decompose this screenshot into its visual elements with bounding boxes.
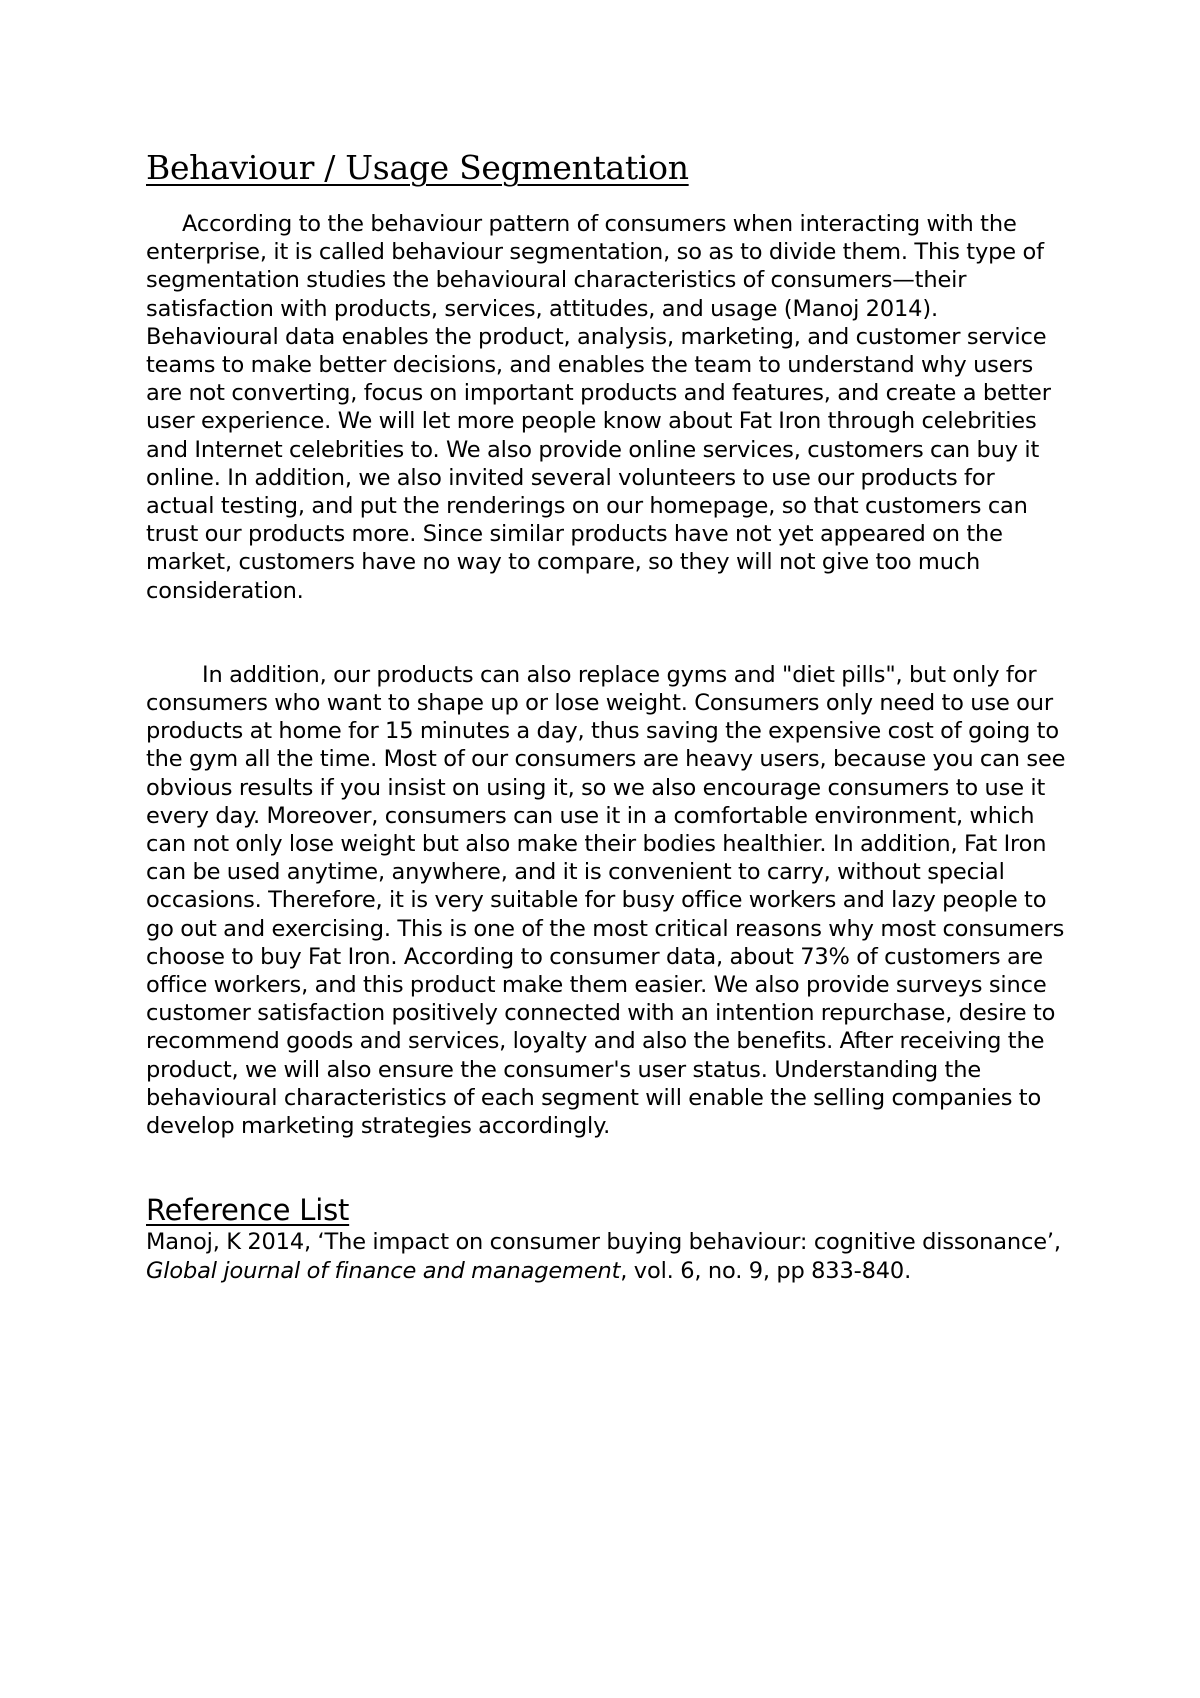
document-title: Behaviour / Usage Segmentation [146, 148, 689, 187]
reference-entry-journal: Global journal of finance and management [146, 1257, 621, 1284]
body-paragraph-1: According to the behaviour pattern of consumers when interacting with the enterprise, it is called behaviour segmentation, so as to divide them. This type of segmentation studies the behavioural characteristics of consumers—their satisfaction with products, services, attitudes, and usage (Manoj 2014). Behavioural data enables the product, analysis, marketing, and customer service teams to make better decisions, and enables the team to understand why users are not converting, focus on important products and features, and create a better user experience. We will let more people know about Fat Iron through celebrities and Internet celebrities to. We also provide online services, customers can buy it online. In addition, we also invited several volunteers to use our products for actual testing, and put the renderings on our homepage, so that customers can trust our products more. Since similar products have not yet appeared on the market, customers have no way to compare, so they will not give too much consideration. [146, 211, 1051, 604]
reference-entry [146, 1228, 1066, 1284]
reference-entry-authors-title: Manoj, K 2014, ‘The impact on consumer buying behaviour: cognitive dissonance’, [146, 1229, 1061, 1256]
paragraph-spacer [146, 605, 1066, 661]
document-body [146, 146, 1066, 1285]
reference-entry-details: , vol. 6, no. 9, pp 833-840. [620, 1257, 912, 1284]
reference-list-heading: Reference List [146, 1193, 350, 1228]
body-paragraph-2: In addition, our products can also replace gyms and "diet pills", but only for consumers who want to shape up or lose weight. Consumers only need to use our products at home for 15 minutes a day, thus saving the expensive cost of going to the gym all the time. Most of our consumers are heavy users, because you can see obvious results if you insist on using it, so we also encourage consumers to use it every day. Moreover, consumers can use it in a comfortable environment, which can not only lose weight but also make their bodies healthier. In addition, Fat Iron can be used anytime, anywhere, and it is convenient to carry, without special occasions. Therefore, it is very suitable for busy office workers and lazy people to go out and exercising. This is one of the most critical reasons why most consumers choose to buy Fat Iron. According to consumer data, about 73% of customers are office workers, and this product make them easier. We also provide surveys since customer satisfaction positively connected with an intention repurchase, desire to recommend goods and services, loyalty and also the benefits. After receiving the product, we will also ensure the consumer's user status. Understanding the behavioural characteristics of each segment will enable the selling companies to develop marketing strategies accordingly. [146, 661, 1066, 1140]
